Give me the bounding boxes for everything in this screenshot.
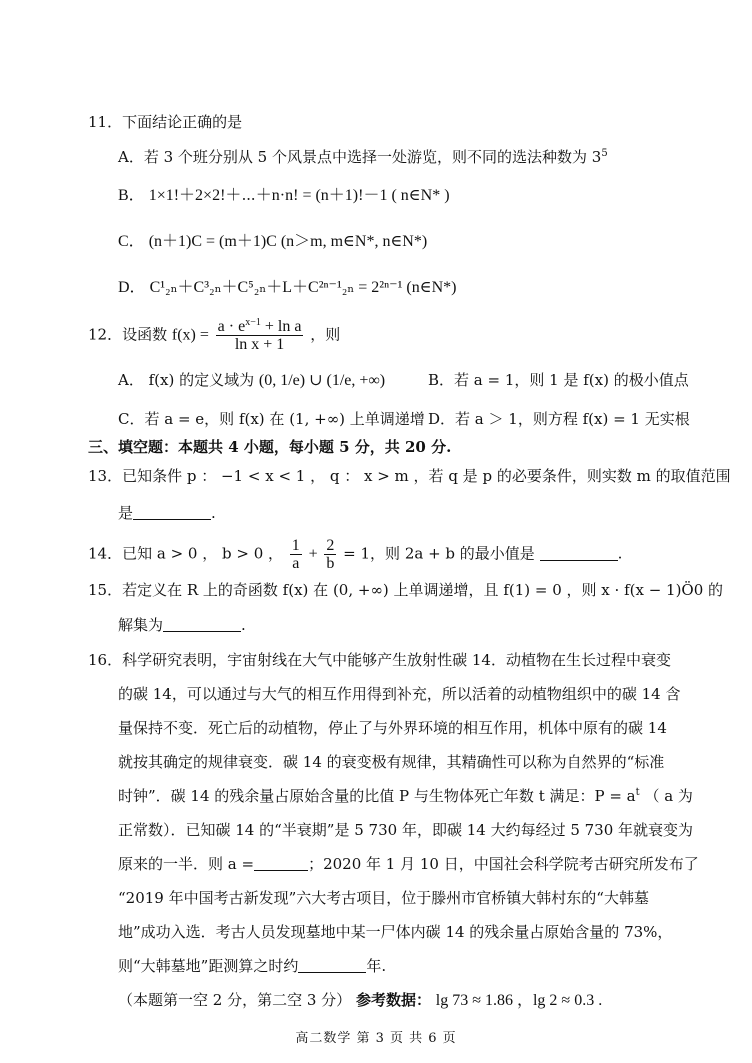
q15-line1: 15．若定义在 R 上的奇函数 f(x) 在 (0, +∞) 上单调递增，且 f(1) = 0 ，则 x · f(x − 1)Ö0 的 — [88, 581, 724, 599]
q14-fraction-1-den: a — [292, 555, 300, 572]
q14-end: . — [617, 544, 623, 563]
q12-stem — [88, 318, 340, 353]
q11-option-a-exponent: 5 — [601, 148, 608, 159]
section-heading: 三、填空题：本题共 4 小题，每小题 5 分，共 20 分. — [88, 438, 452, 456]
q11-stem: 11．下面结论正确的是 — [88, 113, 243, 131]
q13-line1: 13．已知条件 p ： −1 < x < 1 ， q ： x > m ，若 q 是 p 的必要条件，则实数 m 的取值范围 — [88, 467, 731, 485]
q11-option-c-formula: (n＋1)C = (m＋1)C — [148, 233, 277, 250]
q14-plus: + — [308, 545, 318, 563]
q12-numerator — [216, 318, 304, 336]
q15-answer-blank[interactable] — [163, 615, 241, 632]
q16-line3: 量保持不变．死亡后的动植物，停止了与外界环境的相互作用，机体中原有的碳 14 — [118, 719, 667, 737]
q16-answer-blank-2[interactable] — [298, 956, 366, 973]
q16-line10-prefix: 则“大韩墓地”距测算之时约 — [118, 957, 299, 975]
q16-line7-prefix: 原来的一半．则 a = — [118, 855, 255, 873]
q11-option-d — [118, 278, 456, 298]
q12-function-fraction — [216, 318, 304, 353]
q13-end: . — [211, 504, 216, 522]
q11-option-c-label: C． — [118, 233, 145, 250]
q11-option-b-condition: ( n∈N* ) — [391, 187, 450, 204]
q12-numerator-exponent: x−1 — [245, 317, 261, 328]
q16-reference-label: 参考数据： — [355, 991, 431, 1009]
q14-fraction-1-num: 1 — [291, 537, 300, 554]
q12-option-a-formula: (0, 1/e) ∪ (1/e, +∞) — [258, 372, 386, 389]
q14-fraction-2 — [324, 537, 336, 572]
q11-option-b-label: B． — [118, 187, 145, 204]
q12-option-c: C．若 a = e，则 f(x) 在 (1, +∞) 上单调递增 — [118, 410, 425, 428]
q16-line5-exponent: t — [635, 787, 640, 798]
q16-line9: 地”成功入选．考古人员发现墓地中某一尸体内碳 14 的残余量占原始含量的 73%， — [118, 923, 673, 941]
q11-option-c-condition: (n＞m, m∈N*, n∈N*) — [280, 233, 428, 250]
q12-option-a-label: A． — [118, 371, 144, 389]
page-footer: 高二数学 第 3 页 共 6 页 — [295, 1031, 457, 1046]
q16-line11 — [118, 990, 602, 1011]
q15-line2 — [118, 615, 246, 635]
q16-line7 — [118, 854, 699, 874]
q16-line10 — [118, 956, 386, 976]
q13-answer-blank[interactable] — [133, 503, 211, 520]
q12-numerator-tail: + ln a — [260, 318, 302, 335]
q16-line8: “2019 年中国考古新发现”六大考古项目，位于滕州市官桥镇大韩村东的“大韩墓 — [118, 889, 649, 907]
q16-line5-text: 时钟”．碳 14 的残余量占原始含量的比值 P 与生物体死亡年数 t 满足：P = a — [118, 787, 636, 805]
q12-stem-suffix: ，则 — [310, 325, 341, 344]
q11-option-c — [118, 232, 427, 252]
q12-function-name: f(x) = — [171, 326, 209, 344]
q15-line2-text: 解集为 — [118, 616, 164, 634]
q14-answer-blank[interactable] — [540, 544, 618, 561]
q15-end: . — [241, 616, 246, 634]
q16-reference-data: lg 73 ≈ 1.86 ，lg 2 ≈ 0.3 . — [435, 992, 603, 1009]
q16-line5 — [118, 786, 693, 806]
q11-option-a — [118, 147, 608, 167]
q12-option-a — [118, 370, 385, 391]
q14-fraction-1 — [290, 537, 302, 572]
q11-option-b — [118, 186, 450, 206]
q16-line7-suffix: ；2020 年 1 月 10 日，中国社会科学院考古研究所发布了 — [308, 855, 699, 873]
q14 — [88, 537, 622, 572]
q16-scoring-note: （本题第一空 2 分，第二空 3 分） — [118, 991, 352, 1009]
q11-option-d-condition: (n∈N*) — [406, 279, 457, 296]
q16-line5-tail: （ a 为 — [644, 787, 693, 805]
q12-option-b: B．若 a = 1，则 1 是 f(x) 的极小值点 — [428, 371, 689, 389]
q12-option-d: D．若 a ＞ 1，则方程 f(x) = 1 无实根 — [428, 410, 690, 428]
q14-fraction-2-den: b — [326, 555, 335, 572]
q16-answer-blank-1[interactable] — [254, 854, 308, 871]
q12-denominator: ln x + 1 — [234, 336, 285, 353]
q13-line2-text: 是 — [118, 504, 134, 522]
q16-line10-suffix: 年. — [366, 957, 387, 975]
q12-option-a-text: f(x) 的定义域为 — [148, 371, 255, 389]
q11-option-d-label: D． — [118, 279, 146, 296]
q13-line2 — [118, 503, 216, 523]
q14-prefix: 14．已知 a > 0 ， b > 0 ， — [88, 544, 284, 563]
q16-line6: 正常数）．已知碳 14 的“半衰期”是 5 730 年，即碳 14 大约每经过 5 730 年就衰变为 — [118, 821, 694, 839]
q11-option-d-formula: C¹₂ₙ＋C³₂ₙ＋C⁵₂ₙ＋L＋C²ⁿ⁻¹₂ₙ = 2²ⁿ⁻¹ — [149, 279, 403, 296]
q16-line2: 的碳 14，可以通过与大气的相互作用得到补充，所以活着的动植物组织中的碳 14 含 — [118, 685, 681, 703]
q12-numerator-base: a · e — [217, 318, 246, 335]
q11-option-b-formula: 1×1!＋2×2!＋⋯＋n·n! = (n＋1)!－1 — [148, 187, 388, 204]
q16-line1: 16．科学研究表明，宇宙射线在大气中能够产生放射性碳 14．动植物在生长过程中衰变 — [88, 651, 671, 669]
q14-equation-text: = 1，则 2a + b 的最小值是 — [343, 544, 535, 563]
q14-fraction-2-num: 2 — [326, 537, 335, 554]
q16-line4: 就按其确定的规律衰变．碳 14 的衰变极有规律，其精确性可以称为自然界的“标准 — [118, 753, 665, 771]
q12-stem-prefix: 12．设函数 — [88, 325, 168, 344]
q11-option-a-text: A．若 3 个班分别从 5 个风景点中选择一处游览，则不同的选法种数为 3 — [118, 148, 602, 166]
